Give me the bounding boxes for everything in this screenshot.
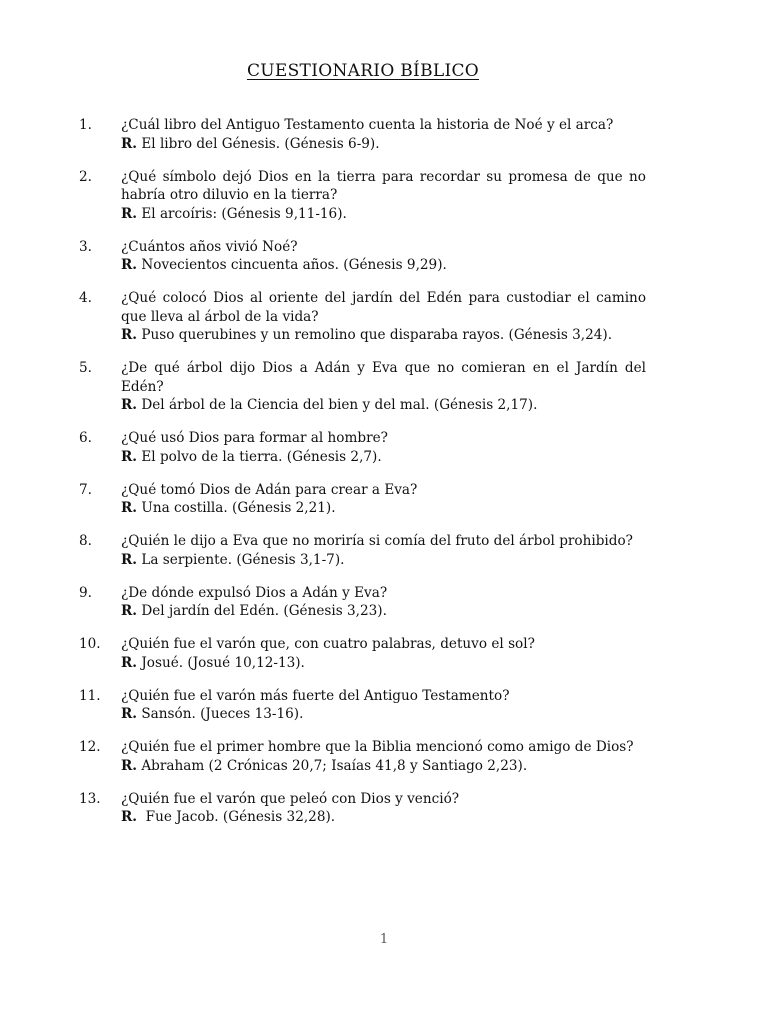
answer-text: Josué. (Josué 10,12-13). bbox=[141, 654, 305, 671]
list-item bbox=[79, 429, 646, 466]
item-body bbox=[121, 635, 646, 672]
answer-prefix: R. bbox=[121, 603, 138, 619]
answer-line bbox=[121, 396, 646, 415]
item-number: 6. bbox=[79, 430, 92, 446]
item-number: 12. bbox=[79, 739, 101, 755]
item-body bbox=[121, 168, 646, 224]
list-item bbox=[79, 532, 646, 569]
answer-prefix: R. bbox=[121, 448, 138, 465]
answer-prefix: R. bbox=[121, 757, 138, 774]
item-number: 13. bbox=[79, 790, 101, 807]
answer-line bbox=[121, 256, 646, 275]
document-title: CUESTIONARIO BÍBLICO bbox=[246, 61, 480, 81]
answer-text: El arcoíris: (Génesis 9,11-16). bbox=[141, 205, 347, 222]
question-text: ¿Cuántos años vivió Noé? bbox=[121, 238, 298, 255]
question-text: ¿Cuál libro del Antiguo Testamento cuenta la historia de Noé y el arca? bbox=[121, 117, 614, 133]
question-text: ¿De dónde expulsó Dios a Adán y Eva? bbox=[121, 584, 388, 601]
answer-prefix: R. bbox=[121, 809, 138, 825]
answer-prefix: R. bbox=[121, 205, 138, 222]
list-item bbox=[79, 738, 646, 775]
answer-text: Sansón. (Jueces 13-16). bbox=[141, 706, 304, 722]
question-text: ¿Qué símbolo dejó Dios en la tierra para recordar su promesa de que no habría otro diluvio en la tierra? bbox=[121, 168, 646, 203]
answer-line bbox=[121, 205, 646, 224]
item-number: 5. bbox=[79, 360, 92, 376]
answer-text: Del jardín del Edén. (Génesis 3,23). bbox=[141, 603, 387, 619]
answer-line bbox=[121, 551, 646, 570]
answer-line bbox=[121, 757, 646, 776]
list-item bbox=[79, 116, 646, 153]
item-number: 2. bbox=[79, 168, 92, 185]
answer-text: Una costilla. (Génesis 2,21). bbox=[141, 500, 336, 516]
item-number: 1. bbox=[79, 117, 92, 133]
answer-line bbox=[121, 705, 646, 724]
answer-text: Fue Jacob. (Génesis 32,28). bbox=[141, 809, 336, 825]
answer-line bbox=[121, 135, 646, 154]
item-number: 7. bbox=[79, 481, 92, 498]
answer-prefix: R. bbox=[121, 397, 138, 413]
item-number: 4. bbox=[79, 290, 92, 306]
page-number: 1 bbox=[379, 932, 389, 947]
answer-text: Abraham (2 Crónicas 20,7; Isaías 41,8 y Santiago 2,23). bbox=[141, 757, 528, 774]
item-number: 3. bbox=[79, 238, 92, 255]
answer-prefix: R. bbox=[121, 257, 138, 273]
list-item bbox=[79, 289, 646, 345]
answer-prefix: R. bbox=[121, 654, 138, 671]
item-body bbox=[121, 238, 646, 275]
answer-line bbox=[121, 808, 646, 827]
answer-text: Novecientos cincuenta años. (Génesis 9,29). bbox=[141, 257, 447, 273]
answer-line bbox=[121, 602, 646, 621]
item-number: 11. bbox=[79, 687, 101, 704]
question-text: ¿Qué colocó Dios al oriente del jardín del Edén para custodiar el camino que lleva al árbol de la vida? bbox=[121, 290, 646, 325]
answer-prefix: R. bbox=[121, 500, 138, 516]
answer-text: La serpiente. (Génesis 3,1-7). bbox=[141, 551, 345, 568]
question-text: ¿De qué árbol dijo Dios a Adán y Eva que no comieran en el Jardín del Edén? bbox=[121, 360, 646, 395]
item-body bbox=[121, 790, 646, 827]
item-body bbox=[121, 289, 646, 345]
item-body bbox=[121, 584, 646, 621]
answer-line bbox=[121, 499, 646, 518]
item-number: 9. bbox=[79, 584, 92, 601]
list-item bbox=[79, 584, 646, 621]
question-text: ¿Qué tomó Dios de Adán para crear a Eva? bbox=[121, 481, 418, 498]
item-body bbox=[121, 481, 646, 518]
answer-prefix: R. bbox=[121, 327, 138, 343]
item-body bbox=[121, 738, 646, 775]
question-text: ¿Quién fue el primer hombre que la Biblia mencionó como amigo de Dios? bbox=[121, 739, 634, 755]
list-item bbox=[79, 359, 646, 415]
question-text: ¿Quién fue el varón más fuerte del Antiguo Testamento? bbox=[121, 687, 510, 704]
item-number: 10. bbox=[79, 636, 101, 652]
item-body bbox=[121, 532, 646, 569]
list-item bbox=[79, 168, 646, 224]
answer-text: Puso querubines y un remolino que disparaba rayos. (Génesis 3,24). bbox=[141, 327, 613, 343]
item-body bbox=[121, 687, 646, 724]
question-text: ¿Quién fue el varón que, con cuatro palabras, detuvo el sol? bbox=[121, 636, 535, 652]
item-body bbox=[121, 116, 646, 153]
answer-text: El libro del Génesis. (Génesis 6-9). bbox=[141, 135, 380, 152]
item-body bbox=[121, 359, 646, 415]
question-text: ¿Quién fue el varón que peleó con Dios y venció? bbox=[121, 790, 460, 807]
list-item bbox=[79, 481, 646, 518]
question-list bbox=[79, 116, 646, 841]
answer-text: Del árbol de la Ciencia del bien y del mal. (Génesis 2,17). bbox=[141, 397, 538, 413]
answer-line bbox=[121, 448, 646, 467]
item-body bbox=[121, 429, 646, 466]
answer-prefix: R. bbox=[121, 135, 138, 152]
list-item bbox=[79, 790, 646, 827]
answer-line bbox=[121, 654, 646, 673]
question-text: ¿Quién le dijo a Eva que no moriría si comía del fruto del árbol prohibido? bbox=[121, 533, 633, 549]
list-item bbox=[79, 635, 646, 672]
list-item bbox=[79, 238, 646, 275]
answer-text: El polvo de la tierra. (Génesis 2,7). bbox=[141, 448, 382, 465]
question-text: ¿Qué usó Dios para formar al hombre? bbox=[121, 430, 388, 446]
item-number: 8. bbox=[79, 533, 92, 549]
answer-prefix: R. bbox=[121, 706, 138, 722]
list-item bbox=[79, 687, 646, 724]
answer-prefix: R. bbox=[121, 551, 138, 568]
answer-line bbox=[121, 326, 646, 345]
